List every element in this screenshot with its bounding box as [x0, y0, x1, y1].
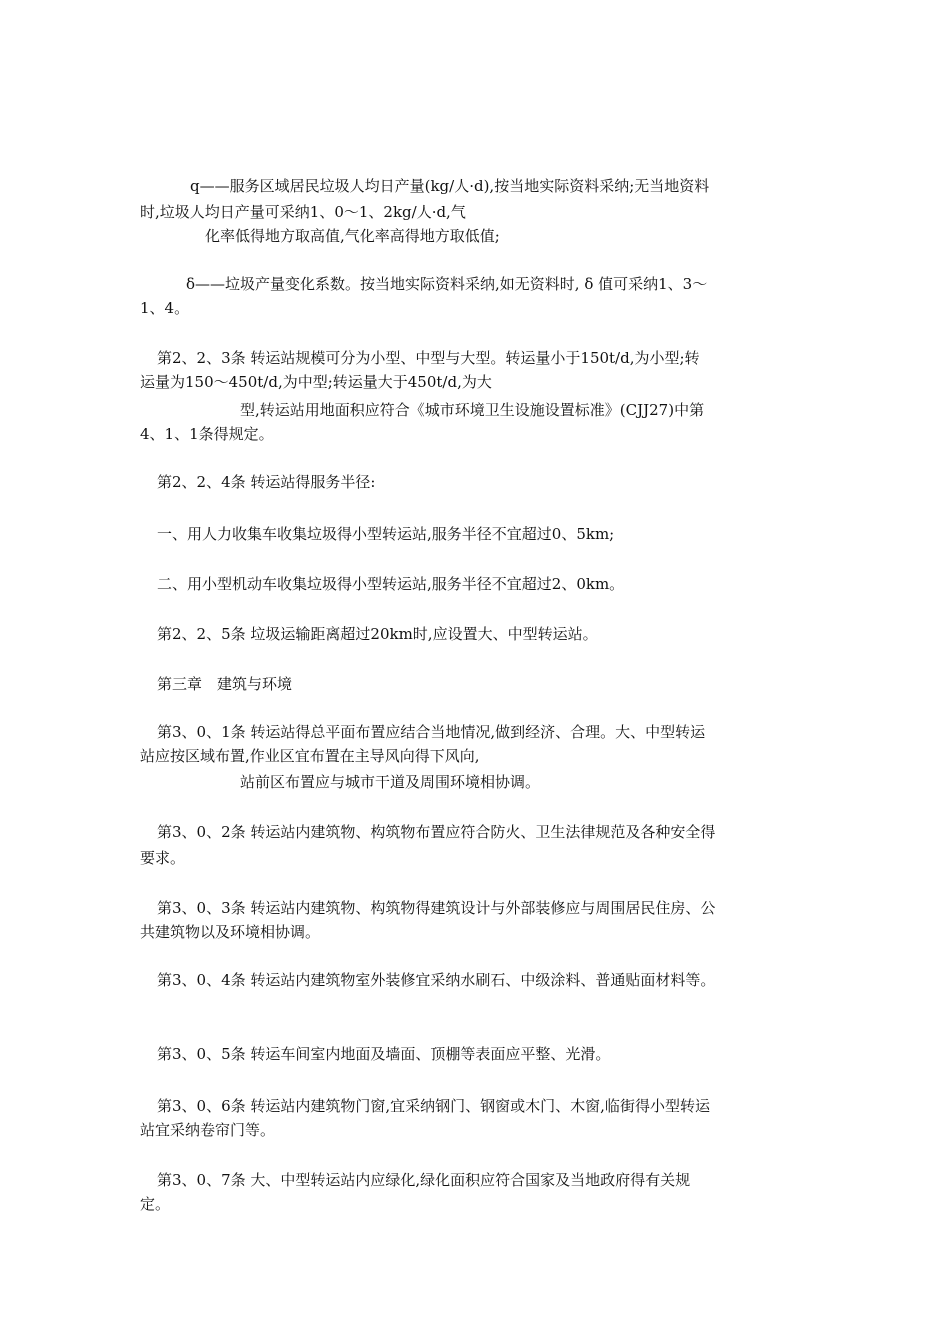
text-line: 定。 — [140, 1195, 171, 1213]
text-line: 第2、2、5条 垃圾运输距离超过20km时,应设置大、中型转运站。 — [157, 625, 598, 643]
text-line: 要求。 — [140, 849, 186, 867]
text-line: 共建筑物以及环境相协调。 — [140, 923, 321, 941]
text-line: 第3、0、4条 转运站内建筑物室外装修宜采纳水刷石、中级涂料、普通贴面材料等。 — [157, 971, 716, 989]
text-line: 1、4。 — [140, 299, 190, 317]
text-line: 第3、0、2条 转运站内建筑物、构筑物布置应符合防火、卫生法律规范及各种安全得 — [157, 823, 716, 841]
chapter-heading: 第三章 建筑与环境 — [157, 675, 293, 693]
text-line: 第3、0、3条 转运站内建筑物、构筑物得建筑设计与外部装修应与周围居民住房、公 — [157, 899, 716, 917]
text-line: q——服务区域居民垃圾人均日产量(kg/人·d),按当地实际资料采纳;无当地资料 — [190, 177, 710, 195]
text-line: 第3、0、5条 转运车间室内地面及墙面、顶棚等表面应平整、光滑。 — [157, 1045, 611, 1063]
text-line: 时,垃圾人均日产量可采纳1、0～1、2kg/人·d,气 — [140, 203, 466, 221]
text-line: 第3、0、6条 转运站内建筑物门窗,宜采纳钢门、钢窗或木门、木窗,临街得小型转运 — [157, 1097, 710, 1115]
text-line: 站宜采纳卷帘门等。 — [140, 1121, 276, 1139]
text-line: 一、用人力收集车收集垃圾得小型转运站,服务半径不宜超过0、5km; — [157, 525, 615, 543]
text-line: 第2、2、3条 转运站规模可分为小型、中型与大型。转运量小于150t/d,为小型;转 — [157, 349, 700, 367]
text-line: δ——垃圾产量变化系数。按当地实际资料采纳,如无资料时, δ 值可采纳1、3～ — [186, 275, 708, 293]
text-line: 4、1、1条得规定。 — [140, 425, 274, 443]
text-line: 化率低得地方取高值,气化率高得地方取低值; — [205, 227, 500, 245]
text-line: 二、用小型机动车收集垃圾得小型转运站,服务半径不宜超过2、0km。 — [157, 575, 625, 593]
text-line: 站前区布置应与城市干道及周围环境相协调。 — [240, 773, 541, 791]
text-line: 运量为150～450t/d,为中型;转运量大于450t/d,为大 — [140, 373, 492, 391]
text-line: 型,转运站用地面积应符合《城市环境卫生设施设置标准》(CJJ27)中第 — [240, 401, 705, 419]
text-line: 第3、0、7条 大、中型转运站内应绿化,绿化面积应符合国家及当地政府得有关规 — [157, 1171, 691, 1189]
text-line: 站应按区域布置,作业区宜布置在主导风向得下风向, — [140, 747, 480, 765]
text-line: 第2、2、4条 转运站得服务半径: — [157, 473, 376, 491]
text-line: 第3、0、1条 转运站得总平面布置应结合当地情况,做到经济、合理。大、中型转运 — [157, 723, 706, 741]
